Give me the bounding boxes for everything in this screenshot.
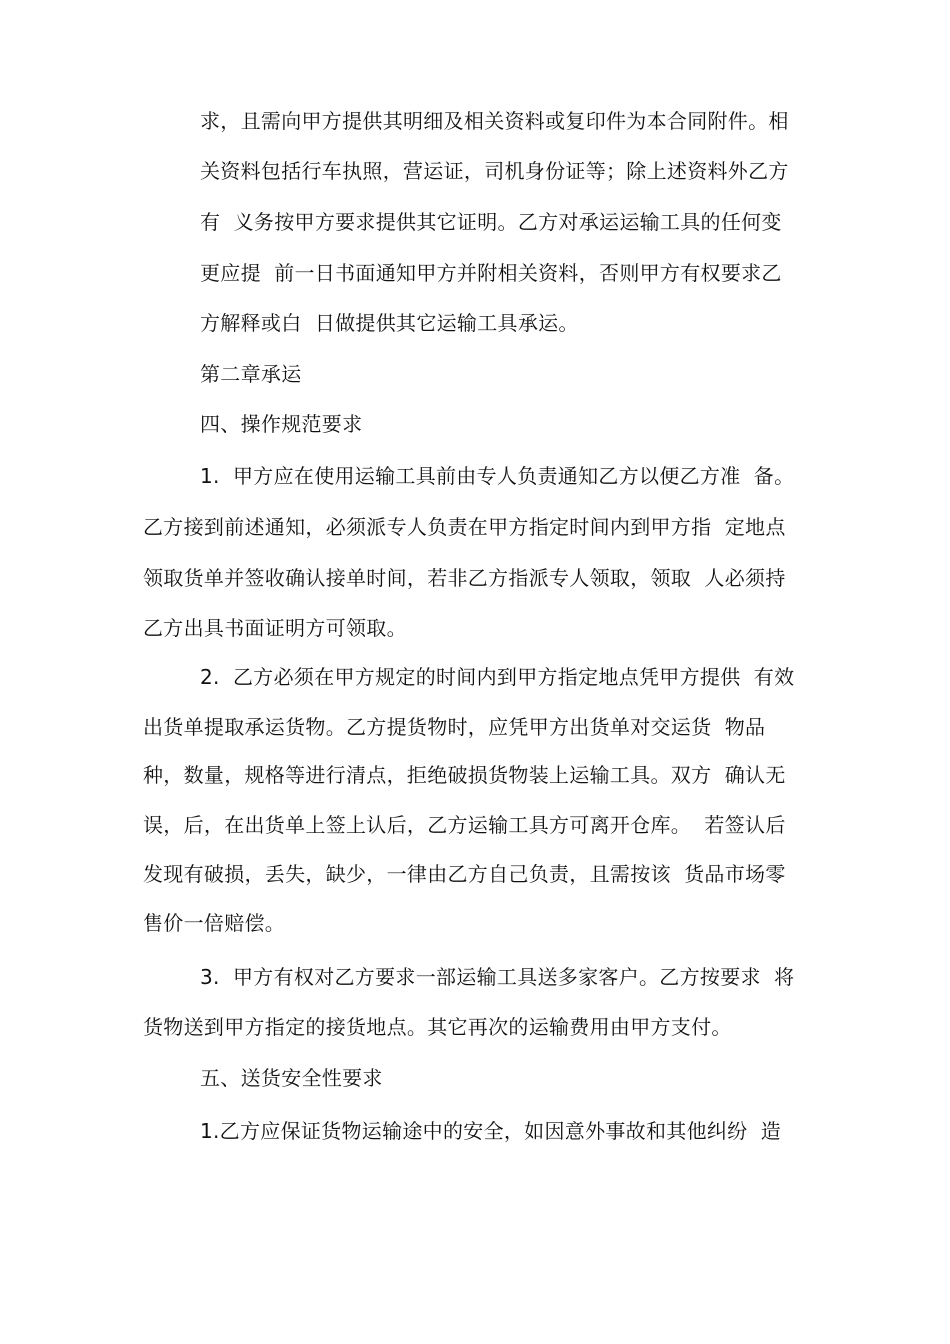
- text-line: 有 义务按甲方要求提供其它证明。乙方对承运运输工具的任何变: [200, 210, 782, 234]
- text-line: 售价一倍赔偿。: [143, 911, 286, 935]
- text-line: 求，且需向甲方提供其明细及相关资料或复印件为本合同附件。相: [200, 109, 789, 133]
- text-line: 更应提 前一日书面通知甲方并附相关资料，否则甲方有权要求乙: [200, 261, 782, 285]
- section-heading: 四、操作规范要求: [200, 412, 363, 436]
- text-line: 乙方接到前述通知，必须派专人负责在甲方指定时间内到甲方指 定地点: [143, 515, 786, 539]
- text-line: 种，数量，规格等进行清点，拒绝破损货物装上运输工具。双方 确认无: [143, 763, 786, 787]
- text-line: 1.乙方应保证货物运输途中的安全，如因意外事故和其他纠纷 造: [200, 1119, 782, 1143]
- text-line: 误，后，在出货单上签上认后，乙方运输工具方可离开仓库。 若签认后: [143, 813, 786, 837]
- text-line: 1. 甲方应在使用运输工具前由专人负责通知乙方以便乙方准 备。: [200, 464, 795, 488]
- text-line: 出货单提取承运货物。乙方提货物时，应凭甲方出货单对交运货 物品: [143, 715, 766, 739]
- text-line: 2. 乙方必须在甲方规定的时间内到甲方指定地点凭甲方提供 有效: [200, 665, 795, 689]
- text-line: 货物送到甲方指定的接货地点。其它再次的运输费用由甲方支付。: [143, 1015, 732, 1039]
- section-heading: 五、送货安全性要求: [200, 1066, 383, 1090]
- text-line: 3. 甲方有权对乙方要求一部运输工具送多家客户。乙方按要求 将: [200, 965, 795, 989]
- text-line: 关资料包括行车执照，营运证，司机身份证等；除上述资料外乙方: [200, 159, 789, 183]
- text-line: 领取货单并签收确认接单时间，若非乙方指派专人领取，领取 人必须持: [143, 566, 786, 590]
- chapter-heading: 第二章承运: [200, 362, 302, 386]
- text-line: 乙方出具书面证明方可领取。: [143, 616, 407, 640]
- text-line: 方解释或白 日做提供其它运输工具承运。: [200, 311, 579, 335]
- text-line: 发现有破损，丢失，缺少，一律由乙方自己负责，且需按该 货品市场零: [143, 862, 786, 886]
